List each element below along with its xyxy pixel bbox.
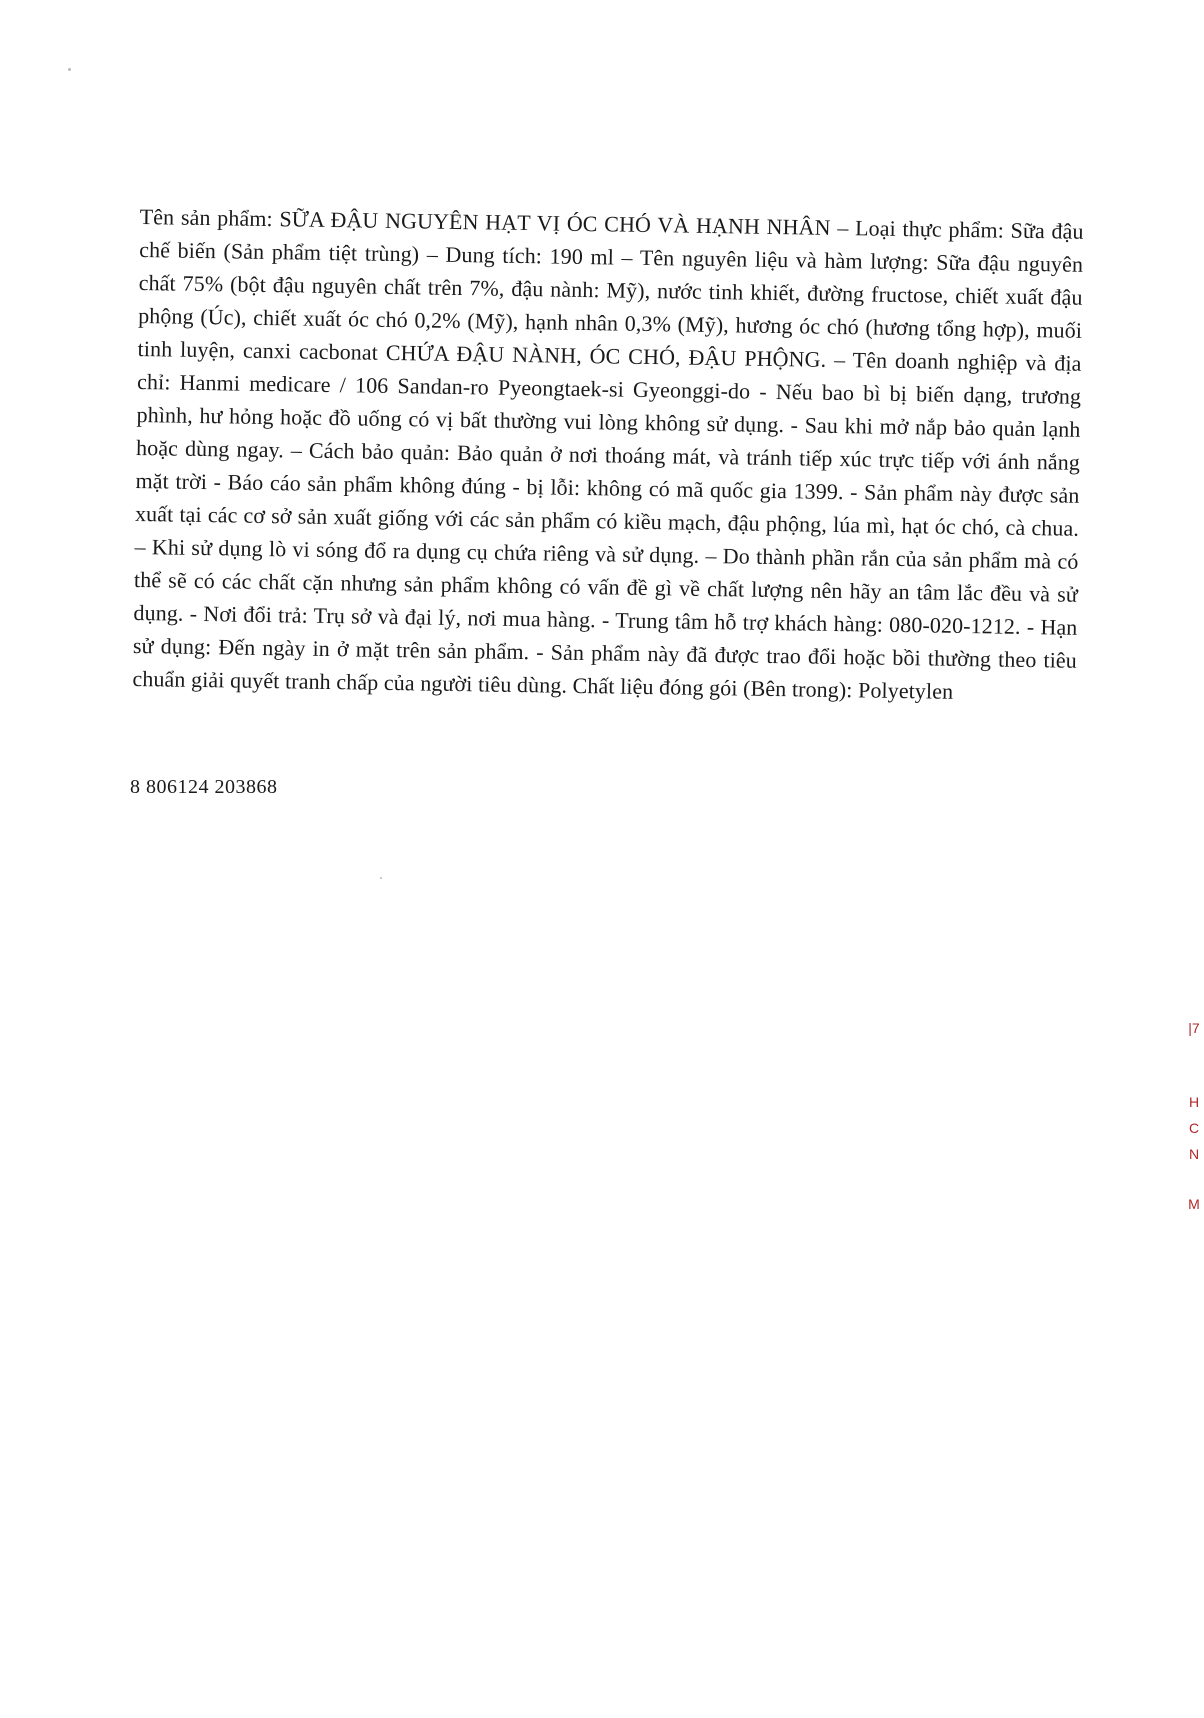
edge-stamp	[1184, 1000, 1204, 1230]
stamp-mark: M	[1188, 1196, 1200, 1212]
scan-speck	[380, 877, 382, 879]
stamp-mark: C	[1188, 1120, 1200, 1136]
barcode-number: 8 806124 203868	[130, 776, 278, 798]
stamp-mark: H	[1188, 1094, 1200, 1110]
scan-speck	[68, 68, 71, 71]
stamp-mark: |7	[1188, 1020, 1200, 1036]
product-label-text: Tên sản phẩm: SỮA ĐẬU NGUYÊN HẠT VỊ ÓC CHÓ VÀ HẠNH NHÂN – Loại thực phẩm: Sữa đậu chế biến (Sản phẩm tiệt trùng) – Dung tích: 190 ml – Tên nguyên liệu và hàm lượng: Sữa đậu nguyên chất 75% (bột đậu nguyên chất trên 7%, đậu nành: Mỹ), nước tinh khiết, đường fructose, chiết xuất đậu phộng (Úc), chiết xuất óc chó 0,2% (Mỹ), hạnh nhân 0,3% (Mỹ), hương óc chó (hương tổng hợp), muối tinh luyện, canxi cacbonat CHỨA ĐẬU NÀNH, ÓC CHÓ, ĐẬU PHỘNG. – Tên doanh nghiệp và địa chỉ: Hanmi medicare / 106 Sandan-ro Pyeongtaek-si Gyeonggi-do - Nếu bao bì bị biến dạng, trương phình, hư hỏng hoặc đồ uống có vị bất thường vui lòng không sử dụng. - Sau khi mở nắp bảo quản lạnh hoặc dùng ngay. – Cách bảo quản: Bảo quản ở nơi thoáng mát, và tránh tiếp xúc trực tiếp với ánh nắng mặt trời - Báo cáo sản phẩm không đúng - bị lỗi: không có mã quốc gia 1399. - Sản phẩm này được sản xuất tại các cơ sở sản xuất giống với các sản phẩm có kiều mạch, đậu phộng, lúa mì, hạt óc chó, cà chua. – Khi sử dụng lò vi sóng đổ ra dụng cụ chứa riêng và sử dụng. – Do thành phần rắn của sản phẩm mà có thể sẽ có các chất cặn nhưng sản phẩm không có vấn đề gì về chất lượng nên hãy an tâm lắc đều và sử dụng. - Nơi đổi trả: Trụ sở và đại lý, nơi mua hàng. - Trung tâm hỗ trợ khách hàng: 080-020-1212. - Hạn sử dụng: Đến ngày in ở mặt trên sản phẩm. - Sản phẩm này đã được trao đổi hoặc bồi thường theo tiêu chuẩn giải quyết tranh chấp của người tiêu dùng. Chất liệu đóng gói (Bên trong): Polyetylen	[132, 203, 1084, 704]
stamp-mark: N	[1188, 1146, 1200, 1162]
